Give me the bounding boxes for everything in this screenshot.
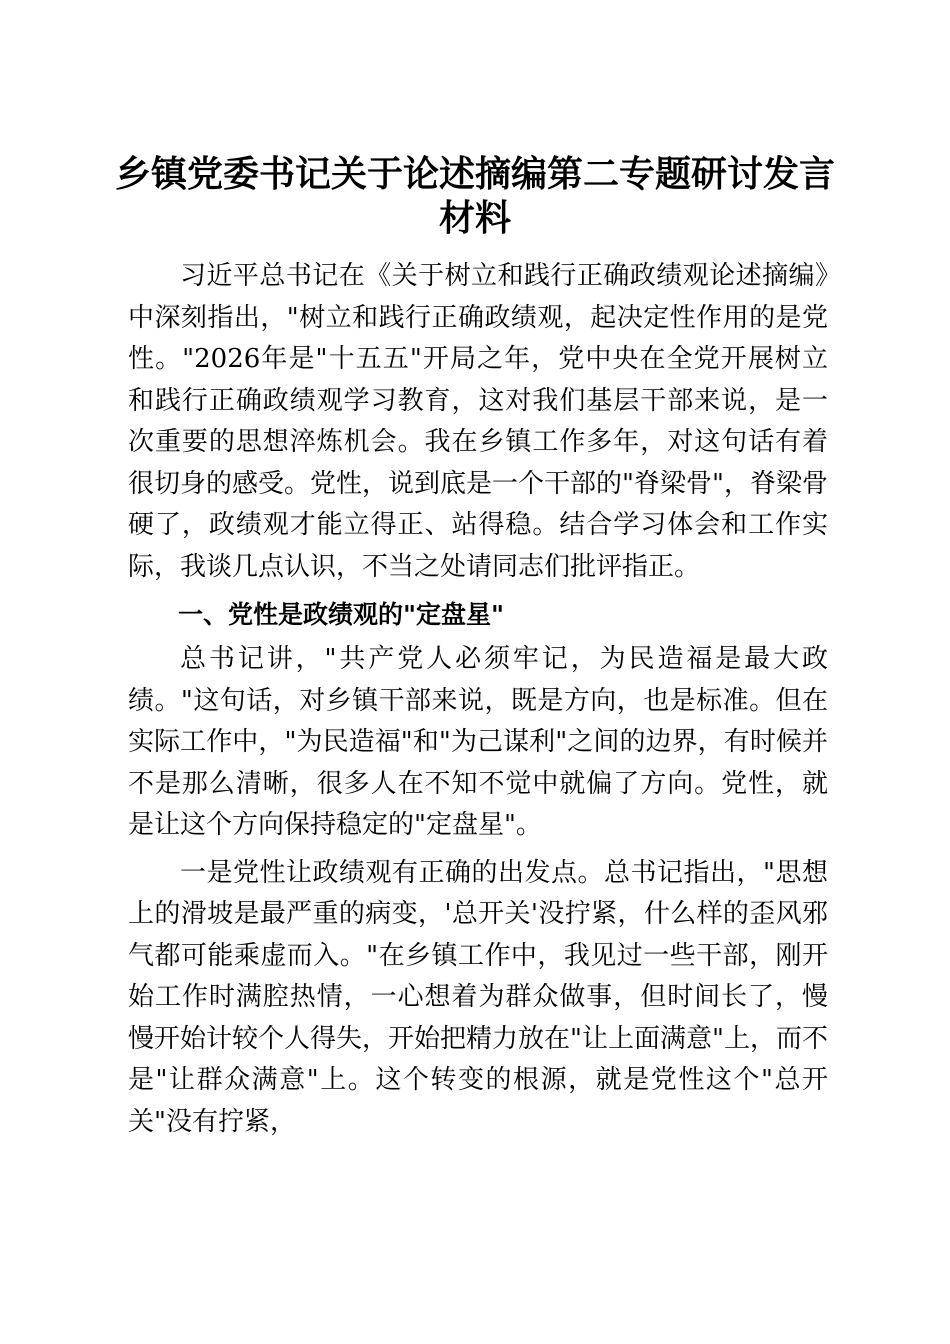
document-body [128,256,828,1149]
body-paragraph: 总书记讲，"共产党人必须牢记，为民造福是最大政绩。"这句话，对乡镇干部来说，既是方向，也是标准。但在实际工作中，"为民造福"和"为己谋利"之间的边界，有时候并不是那么清晰，很多人在不知不觉中就偏了方向。党性，就是让这个方向保持稳定的"定盘星"。 [128,644,828,840]
document-title-line-2: 材料 [438,197,511,239]
body-paragraph: 一是党性让政绩观有正确的出发点。总书记指出，"思想上的滑坡是最严重的病变，'总开关'没拧紧，什么样的歪风邪气都可能乘虚而入。"在乡镇工作中，我见过一些干部，刚开始工作时满腔热情，一心想着为群众做事，但时间长了，慢慢开始计较个人得失，开始把精力放在"让上面满意"上，而不是"让群众满意"上。这个转变的根源，就是党性这个"总开关"没有拧紧， [128,857,828,1137]
section-heading: 一、党性是政绩观的"定盘星" [178,600,505,629]
document-title-line-1: 乡镇党委书记关于论述摘编第二专题研讨发言 [114,153,835,195]
intro-paragraph: 习近平总书记在《关于树立和践行正确政绩观论述摘编》中深刻指出，"树立和践行正确政绩观，起决定性作用的是党性。"2026年是"十五五"开局之年，党中央在全党开展树立和践行正确政绩观学习教育，这对我们基层干部来说，是一次重要的思想淬炼机会。我在乡镇工作多年，对这句话有着很切身的感受。党性，说到底是一个干部的"脊梁骨"，脊梁骨硬了，政绩观才能立得正、站得稳。结合学习体会和工作实际，我谈几点认识，不当之处请同志们批评指正。 [128,261,828,582]
